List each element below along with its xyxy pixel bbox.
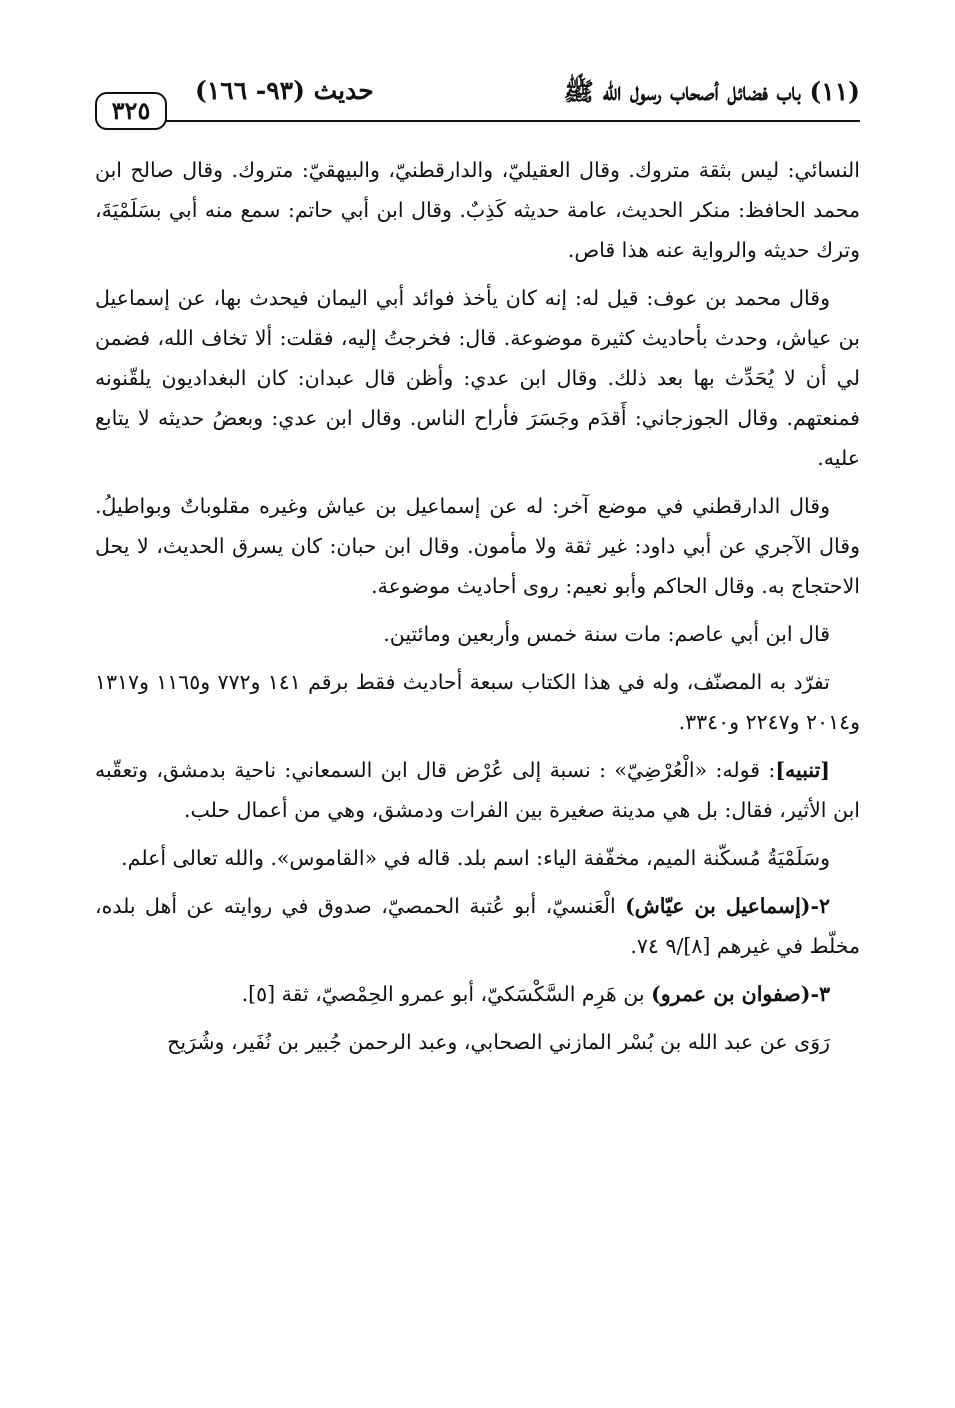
paragraph-salamiyah: وسَلَمْيَةُ مُسكّنة الميم، مخفّفة الياء: اسم بلد. قاله في «القاموس». والله تعالى أعلم. <box>121 846 830 870</box>
page-header <box>95 70 860 130</box>
narrator-3-text: بن هَرِم السَّكْسَكيّ، أبو عمرو الحِمْصيّ، ثقة [٥]. <box>241 982 652 1006</box>
narrator-3-name: ٣-(صفوان بن عمرو) <box>651 982 830 1006</box>
paragraph-death-year: قال ابن أبي عاصم: مات سنة خمس وأربعين ومائتين. <box>383 622 830 646</box>
paragraph-muhammad-ibn-awf: وقال محمد بن عوف: قيل له: إنه كان يأخذ فوائد أبي اليمان فيحدث بها، عن إسماعيل بن عياش، وحدث بأحاديث كثيرة موضوعة. قال: فخرجتُ إليه، فقلت: ألا تخاف الله، فضمن لي أن لا يُحَدِّث بها بعد ذلك. وقال ابن عدي: وأظن قال عبدان: كان البغداديون يلقّنونه فمنعتهم. وقال الجوزجاني: أَقدَم وجَسَرَ فأراح الناس. وقال ابن عدي: وبعضُ حديثه لا يتابع عليه. <box>95 286 860 470</box>
narrator-2-text: الْعَنسيّ، أبو عُتبة الحمصيّ، صدوق في روايته عن أهل بلده، مخلّط في غيرهم [٨]/٩ ٧٤. <box>95 894 860 958</box>
paragraph-narrator-3 <box>95 974 860 1014</box>
tanbih-label: [تنبيه] <box>775 758 830 782</box>
paragraph-tafarrud: تفرّد به المصنّف، وله في هذا الكتاب سبعة أحاديث فقط برقم ١٤١ و٧٧٢ و١١٦٥ و١٣١٧ و٢٠١٤ و٢٢٤٧ و٣٣٤٠. <box>95 670 860 734</box>
paragraph-narrator-2 <box>95 886 860 966</box>
paragraph-narrated-from: رَوَى عن عبد الله بن بُسْر المازني الصحابي، وعبد الرحمن جُبير بن نُفَير، وشُرَيح <box>167 1030 830 1054</box>
chapter-title: (١١) باب فضائل أصحاب رسول الله ﷺ <box>563 77 860 106</box>
page-body <box>95 150 860 1368</box>
paragraph-daraqutni: وقال الدارقطني في موضع آخر: له عن إسماعيل بن عياش وغيره مقلوباتٌ وبواطيلُ. وقال الآجري عن أبي داود: غير ثقة ولا مأمون. وقال ابن حبان: كان يسرق الحديث، لا يحل الاحتجاج به. وقال الحاكم وأبو نعيم: روى أحاديث موضوعة. <box>95 494 860 598</box>
page-number-box <box>95 92 167 130</box>
tanbih-text: : قوله: «الْعُرْضِيّ» : نسبة إلى عُرْض قال ابن السمعاني: ناحية بدمشق، وتعقّبه ابن الأثير، فقال: بل هي مدينة صغيرة بين الفرات ودمشق، وهي من أعمال حلب. <box>95 758 860 822</box>
hadith-range: حديث (٩٣- ١٦٦) <box>195 76 374 105</box>
paragraph-tanbih <box>95 750 860 830</box>
header-rule <box>165 120 860 122</box>
paragraph-nasai: النسائي: ليس بثقة متروك. وقال العقيليّ، والدارقطنيّ، والبيهقيّ: متروك. وقال صالح ابن محمد الحافظ: منكر الحديث، عامة حديثه كَذِبٌ. وقال ابن أبي حاتم: سمع منه أبي بسَلَمْيَةَ، وترك حديثه والرواية عنه هذا قاص. <box>95 158 860 262</box>
narrator-2-name: ٢-(إسماعيل بن عيّاش) <box>625 894 831 918</box>
page-number: ٣٢٥ <box>111 96 151 125</box>
